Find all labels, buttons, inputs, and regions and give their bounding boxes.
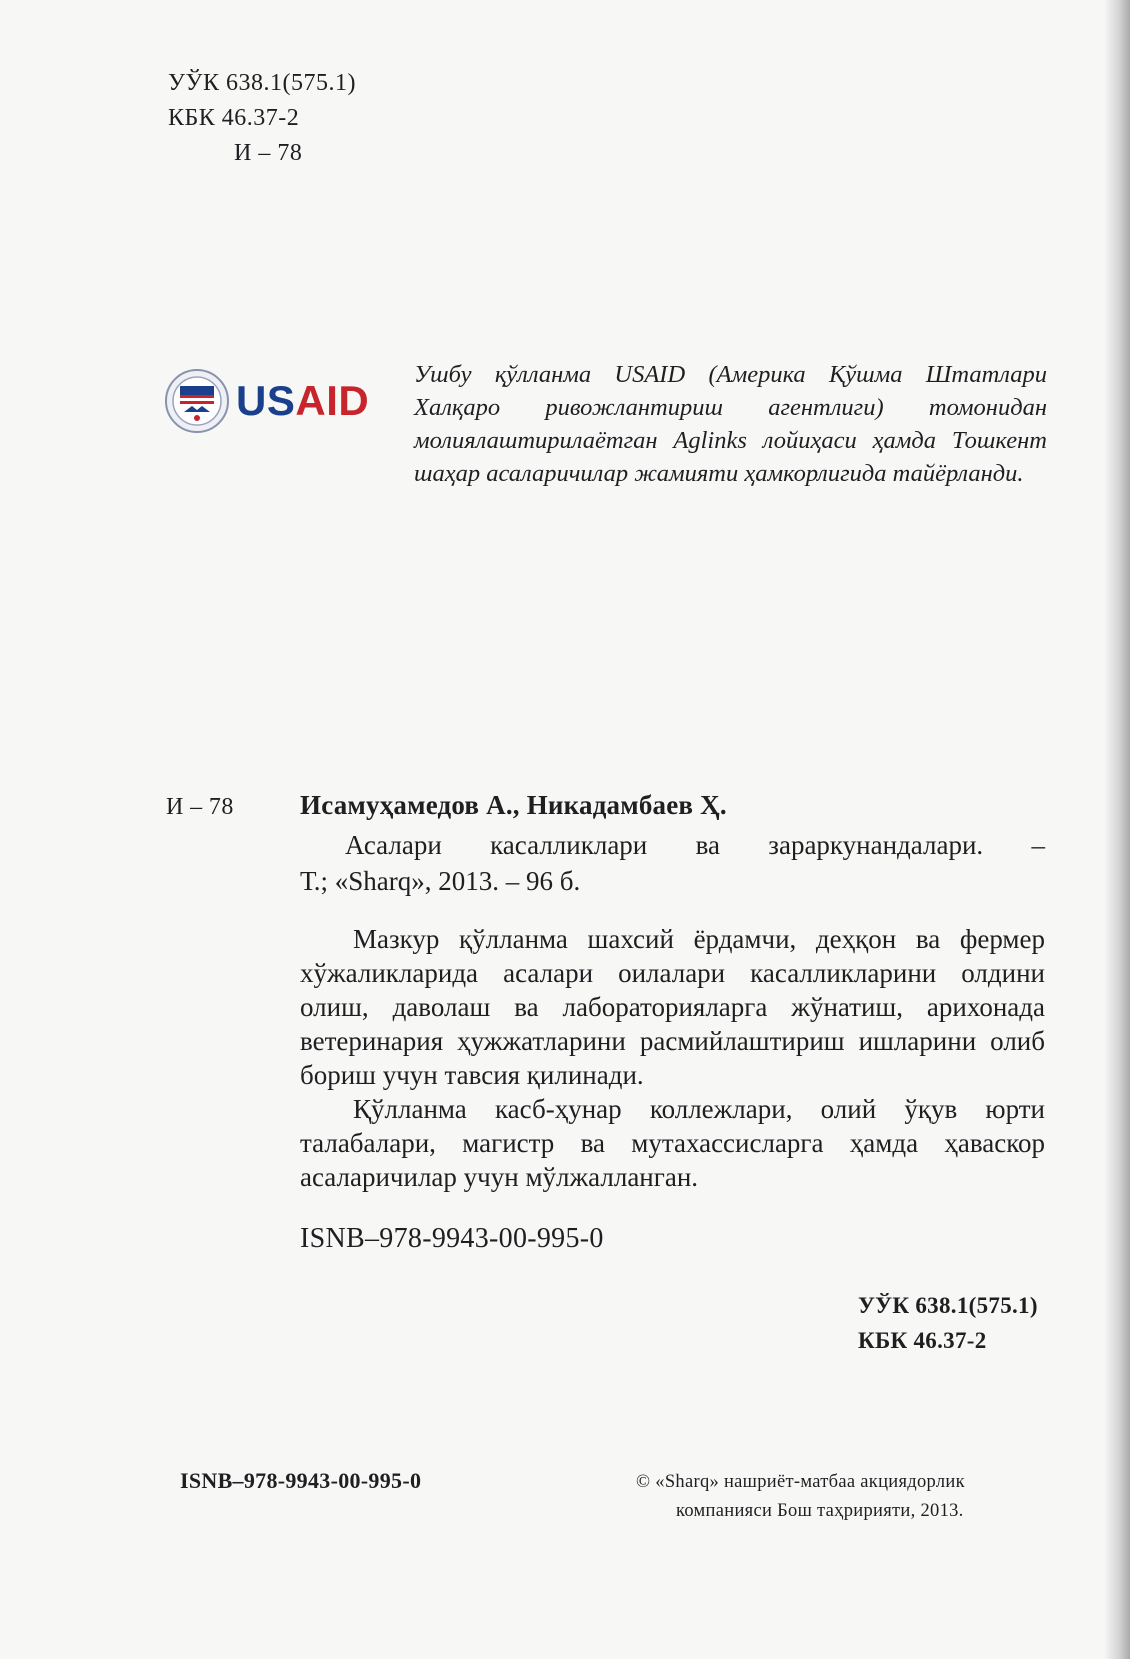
copyright-line: © «Sharq» нашриёт-матбаа акциядорлик: [636, 1472, 965, 1492]
abstract-paragraph: Қўлланма касб-ҳунар коллежлари, олий ўқув юрти талабалари, магистр ва мутахассисларга ҳамда ҳаваскор асаларичилар учун мўлжалланган.: [300, 1094, 1045, 1192]
kbk-code: КБК 46.37-2: [168, 105, 300, 131]
entry-imprint: Т.; «Sharq», 2013. – 96 б.: [300, 866, 581, 896]
usaid-seal-icon: [164, 368, 230, 434]
classification-bottom: [858, 1288, 1038, 1358]
usaid-logo: [164, 366, 388, 436]
sponsor-note: Ушбу қўлланма USAID (Америка Қўшма Штатлари Халқаро ривожлантириш агентлиги) томонидан молиялаштирилаётган Aglinks лойиҳаси ҳамда Тошкент шаҳар асаларичилар жамияти ҳамкорлигида тайёрланди.: [414, 361, 1047, 487]
page-edge-shadow: [1104, 0, 1130, 1659]
classification-top: [168, 66, 356, 171]
entry-abstract: [300, 922, 1045, 1194]
udk-code: УЎК 638.1(575.1): [168, 70, 356, 96]
copyright-notice: [636, 1468, 965, 1526]
usaid-wordmark: USAID: [236, 377, 370, 424]
entry-authors: Исамуҳамедов А., Никадамбаев Ҳ.: [300, 790, 727, 820]
udk-code: УЎК 638.1(575.1): [858, 1293, 1038, 1318]
abstract-paragraph: Мазкур қўлланма шахсий ёрдамчи, деҳқон ва фермер хўжаликларида асалари оилалари касалликларини олдини олиш, даволаш ва лабораторияларга жўнатиш, арихонада ветеринария ҳужжатларини расмийлаштириш ишларини олиб бориш учун тавсия қилинади.: [300, 924, 1045, 1090]
footer-isbn: ISNB–978-9943-00-995-0: [180, 1468, 422, 1493]
entry-author-mark: И – 78: [166, 794, 234, 820]
entry-title: Асалари касалликлари ва зараркунандалари. –: [345, 830, 1045, 860]
kbk-code: КБК 46.37-2: [858, 1328, 987, 1353]
copyright-line: компанияси Бош таҳририяти, 2013.: [676, 1501, 964, 1521]
author-mark: И – 78: [234, 140, 303, 166]
entry-isbn: ISNB–978-9943-00-995-0: [300, 1223, 604, 1254]
